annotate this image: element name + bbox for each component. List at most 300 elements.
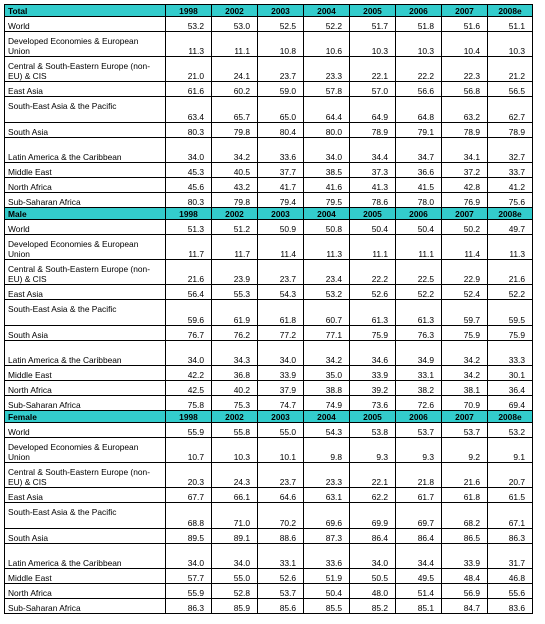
region-label: Developed Economies & European Union [5, 32, 166, 57]
value-cell: 56.4 [166, 285, 212, 300]
value-cell: 34.0 [166, 544, 212, 569]
value-cell: 52.2 [396, 285, 442, 300]
value-cell: 51.4 [396, 584, 442, 599]
value-cell: 50.4 [350, 220, 396, 235]
value-cell: 33.6 [304, 544, 350, 569]
value-cell: 89.5 [166, 529, 212, 544]
value-cell: 86.3 [166, 599, 212, 614]
value-cell: 24.1 [212, 57, 258, 82]
value-cell: 85.2 [350, 599, 396, 614]
value-cell: 56.5 [488, 82, 533, 97]
region-label: South Asia [5, 326, 166, 341]
value-cell: 78.9 [442, 123, 488, 138]
value-cell: 22.9 [442, 260, 488, 285]
table-row [5, 178, 533, 193]
region-label: South-East Asia & the Pacific [5, 503, 166, 529]
value-cell: 42.5 [166, 381, 212, 396]
region-label: World [5, 17, 166, 32]
value-cell: 33.7 [488, 163, 533, 178]
region-label: Sub-Saharan Africa [5, 599, 166, 614]
year-header: 2006 [396, 5, 442, 17]
value-cell: 38.5 [304, 163, 350, 178]
value-cell: 33.9 [350, 366, 396, 381]
value-cell: 10.3 [350, 32, 396, 57]
value-cell: 79.1 [396, 123, 442, 138]
region-label: World [5, 423, 166, 438]
year-header: 1998 [166, 411, 212, 423]
year-header: 2004 [304, 5, 350, 17]
region-label: North Africa [5, 584, 166, 599]
table-row [5, 423, 533, 438]
value-cell: 34.6 [350, 341, 396, 366]
value-cell: 53.2 [304, 285, 350, 300]
value-cell: 67.1 [488, 503, 533, 529]
value-cell: 64.6 [258, 488, 304, 503]
value-cell: 78.9 [350, 123, 396, 138]
value-cell: 61.8 [258, 300, 304, 326]
value-cell: 65.7 [212, 97, 258, 123]
value-cell: 80.0 [304, 123, 350, 138]
value-cell: 53.7 [442, 423, 488, 438]
value-cell: 51.9 [304, 569, 350, 584]
value-cell: 23.7 [258, 260, 304, 285]
value-cell: 59.7 [442, 300, 488, 326]
value-cell: 34.0 [166, 138, 212, 163]
value-cell: 11.7 [212, 235, 258, 260]
region-label: Middle East [5, 366, 166, 381]
table-row [5, 366, 533, 381]
value-cell: 77.1 [304, 326, 350, 341]
year-header: 2002 [212, 208, 258, 220]
value-cell: 75.6 [488, 193, 533, 208]
value-cell: 34.0 [212, 544, 258, 569]
value-cell: 85.9 [212, 599, 258, 614]
value-cell: 78.6 [350, 193, 396, 208]
region-label: Central & South-Eastern Europe (non-EU) & CIS [5, 463, 166, 488]
value-cell: 34.0 [166, 341, 212, 366]
value-cell: 23.7 [258, 463, 304, 488]
year-header: 2005 [350, 5, 396, 17]
region-label: South-East Asia & the Pacific [5, 97, 166, 123]
value-cell: 62.7 [488, 97, 533, 123]
value-cell: 21.6 [488, 260, 533, 285]
year-header: 2003 [258, 5, 304, 17]
value-cell: 45.6 [166, 178, 212, 193]
value-cell: 56.8 [442, 82, 488, 97]
value-cell: 10.3 [396, 32, 442, 57]
value-cell: 75.9 [350, 326, 396, 341]
table-row [5, 300, 533, 326]
value-cell: 69.6 [304, 503, 350, 529]
table-row [5, 220, 533, 235]
value-cell: 42.2 [166, 366, 212, 381]
value-cell: 49.7 [488, 220, 533, 235]
year-header: 2007 [442, 208, 488, 220]
value-cell: 55.3 [212, 285, 258, 300]
value-cell: 77.2 [258, 326, 304, 341]
value-cell: 57.0 [350, 82, 396, 97]
value-cell: 68.2 [442, 503, 488, 529]
value-cell: 11.1 [350, 235, 396, 260]
value-cell: 10.8 [258, 32, 304, 57]
value-cell: 34.2 [442, 341, 488, 366]
value-cell: 59.6 [166, 300, 212, 326]
value-cell: 61.9 [212, 300, 258, 326]
value-cell: 69.4 [488, 396, 533, 411]
value-cell: 65.0 [258, 97, 304, 123]
value-cell: 34.2 [212, 138, 258, 163]
value-cell: 46.8 [488, 569, 533, 584]
value-cell: 33.9 [442, 544, 488, 569]
value-cell: 61.3 [396, 300, 442, 326]
value-cell: 62.2 [350, 488, 396, 503]
value-cell: 49.5 [396, 569, 442, 584]
year-header: 2008e [488, 208, 533, 220]
value-cell: 33.3 [488, 341, 533, 366]
value-cell: 85.1 [396, 599, 442, 614]
region-label: Developed Economies & European Union [5, 235, 166, 260]
region-label: Central & South-Eastern Europe (non-EU) & CIS [5, 57, 166, 82]
value-cell: 33.1 [396, 366, 442, 381]
value-cell: 48.0 [350, 584, 396, 599]
region-label: Latin America & the Caribbean [5, 138, 166, 163]
value-cell: 21.6 [442, 463, 488, 488]
year-header: 2004 [304, 208, 350, 220]
value-cell: 21.0 [166, 57, 212, 82]
table-row [5, 463, 533, 488]
value-cell: 57.7 [166, 569, 212, 584]
year-header: 2008e [488, 5, 533, 17]
value-cell: 36.6 [396, 163, 442, 178]
value-cell: 76.3 [396, 326, 442, 341]
value-cell: 51.7 [350, 17, 396, 32]
value-cell: 50.8 [304, 220, 350, 235]
region-label: North Africa [5, 381, 166, 396]
value-cell: 88.6 [258, 529, 304, 544]
value-cell: 11.4 [258, 235, 304, 260]
value-cell: 35.0 [304, 366, 350, 381]
value-cell: 79.8 [212, 123, 258, 138]
value-cell: 64.4 [304, 97, 350, 123]
value-cell: 63.2 [442, 97, 488, 123]
year-header: 2005 [350, 411, 396, 423]
value-cell: 34.1 [442, 138, 488, 163]
region-label: Developed Economies & European Union [5, 438, 166, 463]
data-table [4, 4, 533, 614]
year-header: 2007 [442, 411, 488, 423]
value-cell: 76.7 [166, 326, 212, 341]
value-cell: 79.5 [304, 193, 350, 208]
value-cell: 60.7 [304, 300, 350, 326]
value-cell: 36.4 [488, 381, 533, 396]
value-cell: 66.1 [212, 488, 258, 503]
table-row [5, 488, 533, 503]
value-cell: 51.8 [396, 17, 442, 32]
value-cell: 11.1 [212, 32, 258, 57]
year-header: 2005 [350, 208, 396, 220]
value-cell: 22.2 [396, 57, 442, 82]
value-cell: 52.2 [304, 17, 350, 32]
value-cell: 61.3 [350, 300, 396, 326]
table-row [5, 97, 533, 123]
region-label: Central & South-Eastern Europe (non-EU) & CIS [5, 260, 166, 285]
value-cell: 75.9 [488, 326, 533, 341]
region-label: East Asia [5, 82, 166, 97]
value-cell: 43.2 [212, 178, 258, 193]
value-cell: 11.3 [166, 32, 212, 57]
value-cell: 52.4 [442, 285, 488, 300]
value-cell: 73.6 [350, 396, 396, 411]
value-cell: 85.5 [304, 599, 350, 614]
table-row [5, 529, 533, 544]
value-cell: 83.6 [488, 599, 533, 614]
value-cell: 85.6 [258, 599, 304, 614]
value-cell: 61.8 [442, 488, 488, 503]
value-cell: 34.0 [258, 341, 304, 366]
value-cell: 80.3 [166, 123, 212, 138]
value-cell: 84.7 [442, 599, 488, 614]
region-label: East Asia [5, 285, 166, 300]
value-cell: 21.6 [166, 260, 212, 285]
value-cell: 52.5 [258, 17, 304, 32]
value-cell: 9.2 [442, 438, 488, 463]
table-body [5, 5, 533, 614]
table-row [5, 17, 533, 32]
value-cell: 42.8 [442, 178, 488, 193]
value-cell: 69.7 [396, 503, 442, 529]
value-cell: 52.2 [488, 285, 533, 300]
value-cell: 79.4 [258, 193, 304, 208]
table-row [5, 123, 533, 138]
value-cell: 52.6 [258, 569, 304, 584]
value-cell: 89.1 [212, 529, 258, 544]
region-label: Sub-Saharan Africa [5, 193, 166, 208]
value-cell: 45.3 [166, 163, 212, 178]
table-row [5, 438, 533, 463]
year-header: 2007 [442, 5, 488, 17]
value-cell: 74.7 [258, 396, 304, 411]
value-cell: 60.2 [212, 82, 258, 97]
value-cell: 37.2 [442, 163, 488, 178]
value-cell: 9.3 [350, 438, 396, 463]
value-cell: 50.4 [396, 220, 442, 235]
value-cell: 71.0 [212, 503, 258, 529]
value-cell: 34.2 [304, 341, 350, 366]
value-cell: 33.1 [258, 544, 304, 569]
table-row [5, 341, 533, 366]
value-cell: 63.4 [166, 97, 212, 123]
value-cell: 11.1 [396, 235, 442, 260]
region-label: East Asia [5, 488, 166, 503]
value-cell: 51.2 [212, 220, 258, 235]
value-cell: 40.2 [212, 381, 258, 396]
value-cell: 53.8 [350, 423, 396, 438]
value-cell: 52.8 [212, 584, 258, 599]
value-cell: 34.2 [442, 366, 488, 381]
value-cell: 61.5 [488, 488, 533, 503]
value-cell: 53.2 [488, 423, 533, 438]
value-cell: 74.9 [304, 396, 350, 411]
value-cell: 21.8 [396, 463, 442, 488]
year-header: 2006 [396, 208, 442, 220]
value-cell: 41.7 [258, 178, 304, 193]
value-cell: 86.4 [396, 529, 442, 544]
value-cell: 55.8 [212, 423, 258, 438]
region-label: Middle East [5, 163, 166, 178]
value-cell: 23.9 [212, 260, 258, 285]
value-cell: 70.9 [442, 396, 488, 411]
year-header: 2002 [212, 5, 258, 17]
value-cell: 10.1 [258, 438, 304, 463]
year-header: 2006 [396, 411, 442, 423]
year-header: 1998 [166, 5, 212, 17]
section-header-row [5, 208, 533, 220]
value-cell: 41.3 [350, 178, 396, 193]
value-cell: 33.9 [258, 366, 304, 381]
value-cell: 53.2 [166, 17, 212, 32]
table-row [5, 599, 533, 614]
value-cell: 10.7 [166, 438, 212, 463]
value-cell: 75.3 [212, 396, 258, 411]
value-cell: 34.4 [350, 138, 396, 163]
value-cell: 22.5 [396, 260, 442, 285]
value-cell: 10.6 [304, 32, 350, 57]
value-cell: 63.1 [304, 488, 350, 503]
value-cell: 20.3 [166, 463, 212, 488]
value-cell: 75.8 [166, 396, 212, 411]
value-cell: 79.8 [212, 193, 258, 208]
value-cell: 20.7 [488, 463, 533, 488]
value-cell: 69.9 [350, 503, 396, 529]
value-cell: 75.9 [442, 326, 488, 341]
value-cell: 22.3 [442, 57, 488, 82]
value-cell: 34.7 [396, 138, 442, 163]
section-title: Total [5, 5, 166, 17]
value-cell: 30.1 [488, 366, 533, 381]
value-cell: 86.3 [488, 529, 533, 544]
value-cell: 55.9 [166, 584, 212, 599]
table-row [5, 32, 533, 57]
value-cell: 52.6 [350, 285, 396, 300]
value-cell: 11.3 [488, 235, 533, 260]
value-cell: 54.3 [304, 423, 350, 438]
value-cell: 51.1 [488, 17, 533, 32]
value-cell: 32.7 [488, 138, 533, 163]
value-cell: 22.1 [350, 57, 396, 82]
table-row [5, 193, 533, 208]
value-cell: 53.7 [258, 584, 304, 599]
table-row [5, 235, 533, 260]
value-cell: 24.3 [212, 463, 258, 488]
value-cell: 68.8 [166, 503, 212, 529]
value-cell: 41.2 [488, 178, 533, 193]
value-cell: 34.4 [396, 544, 442, 569]
value-cell: 37.3 [350, 163, 396, 178]
region-label: Sub-Saharan Africa [5, 396, 166, 411]
value-cell: 40.5 [212, 163, 258, 178]
value-cell: 38.2 [396, 381, 442, 396]
value-cell: 80.3 [166, 193, 212, 208]
section-title: Male [5, 208, 166, 220]
year-header: 2003 [258, 208, 304, 220]
table-row [5, 138, 533, 163]
value-cell: 56.9 [442, 584, 488, 599]
value-cell: 59.5 [488, 300, 533, 326]
value-cell: 78.9 [488, 123, 533, 138]
table-row [5, 326, 533, 341]
value-cell: 51.3 [166, 220, 212, 235]
value-cell: 61.6 [166, 82, 212, 97]
table-row [5, 285, 533, 300]
value-cell: 23.3 [304, 57, 350, 82]
value-cell: 59.0 [258, 82, 304, 97]
value-cell: 11.3 [304, 235, 350, 260]
value-cell: 9.8 [304, 438, 350, 463]
value-cell: 76.9 [442, 193, 488, 208]
table-row [5, 82, 533, 97]
table-row [5, 381, 533, 396]
value-cell: 31.7 [488, 544, 533, 569]
value-cell: 78.0 [396, 193, 442, 208]
value-cell: 11.7 [166, 235, 212, 260]
value-cell: 53.7 [396, 423, 442, 438]
table-row [5, 260, 533, 285]
year-header: 2004 [304, 411, 350, 423]
value-cell: 64.9 [350, 97, 396, 123]
value-cell: 9.1 [488, 438, 533, 463]
value-cell: 50.9 [258, 220, 304, 235]
region-label: North Africa [5, 178, 166, 193]
year-header: 1998 [166, 208, 212, 220]
value-cell: 86.5 [442, 529, 488, 544]
section-header-row [5, 5, 533, 17]
value-cell: 23.3 [304, 463, 350, 488]
value-cell: 54.3 [258, 285, 304, 300]
value-cell: 55.9 [166, 423, 212, 438]
table-row [5, 544, 533, 569]
value-cell: 10.3 [488, 32, 533, 57]
region-label: Latin America & the Caribbean [5, 544, 166, 569]
table-row [5, 584, 533, 599]
value-cell: 80.4 [258, 123, 304, 138]
region-label: Latin America & the Caribbean [5, 341, 166, 366]
value-cell: 56.6 [396, 82, 442, 97]
year-header: 2008e [488, 411, 533, 423]
value-cell: 10.3 [212, 438, 258, 463]
region-label: Middle East [5, 569, 166, 584]
value-cell: 21.2 [488, 57, 533, 82]
year-header: 2003 [258, 411, 304, 423]
table-row [5, 57, 533, 82]
value-cell: 55.0 [212, 569, 258, 584]
value-cell: 23.4 [304, 260, 350, 285]
value-cell: 70.2 [258, 503, 304, 529]
value-cell: 61.7 [396, 488, 442, 503]
value-cell: 76.2 [212, 326, 258, 341]
table-row [5, 569, 533, 584]
year-header: 2002 [212, 411, 258, 423]
value-cell: 38.1 [442, 381, 488, 396]
section-title: Female [5, 411, 166, 423]
value-cell: 23.7 [258, 57, 304, 82]
value-cell: 37.7 [258, 163, 304, 178]
value-cell: 41.6 [304, 178, 350, 193]
value-cell: 39.2 [350, 381, 396, 396]
value-cell: 50.5 [350, 569, 396, 584]
value-cell: 86.4 [350, 529, 396, 544]
value-cell: 55.6 [488, 584, 533, 599]
value-cell: 38.8 [304, 381, 350, 396]
